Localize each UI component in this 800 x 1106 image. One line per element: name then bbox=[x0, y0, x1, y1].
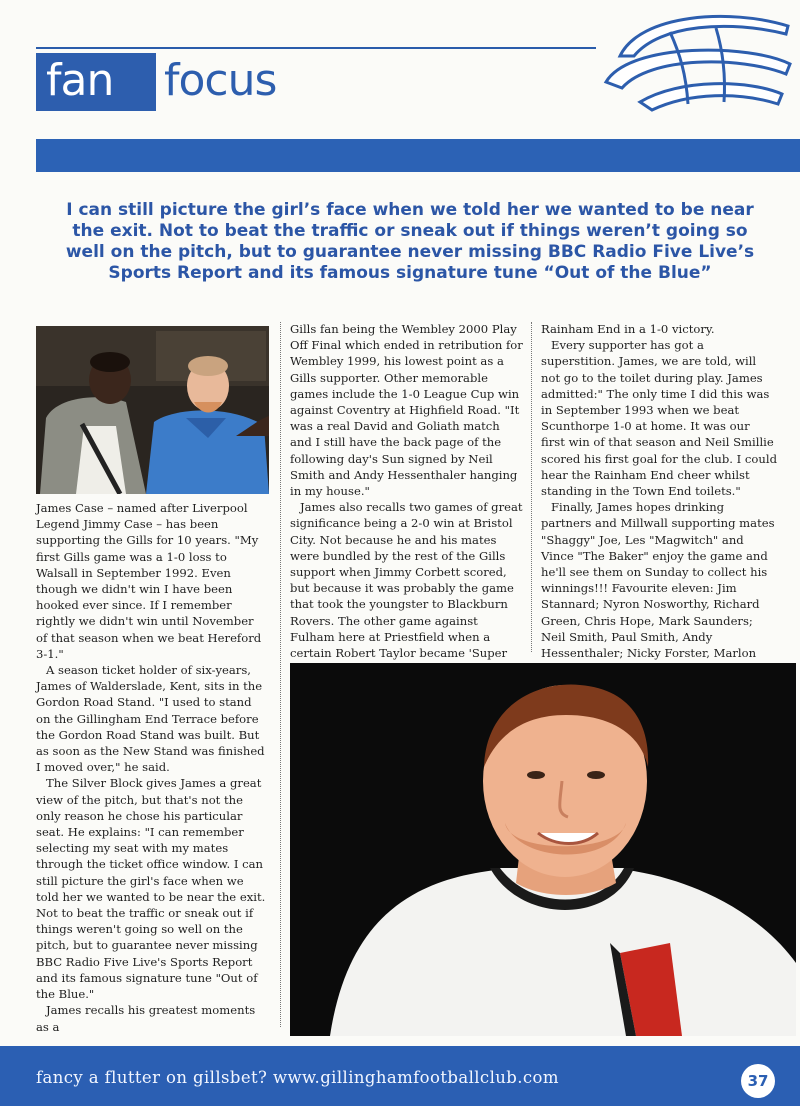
photo-portrait bbox=[290, 663, 796, 1036]
article-column-2 bbox=[290, 321, 524, 677]
paragraph: A season ticket holder of six-years, James of Walderslade, Kent, sits in the Gordon Road Stand. "I used to stand on the Gillingham End Terrace before the Gordon Road Stand was built. But as soon as the New Stand was finished I moved over," he said. bbox=[36, 663, 265, 775]
header-rule bbox=[36, 47, 596, 49]
article-column-3 bbox=[541, 321, 777, 677]
paragraph: James also recalls two games of great significance being a 2-0 win at Bristol City. Not because he and his mates were bundled by the rest of the Gills support when Jimmy Corbett scored, but because it was probably the game that took the youngster to Blackburn Rovers. The other game against Fulham here at Priestfield when a certain Robert Taylor became 'Super bbox=[290, 500, 523, 661]
section-title-focus: focus bbox=[164, 55, 277, 106]
paragraph: Gills fan being the Wembley 2000 Play Off Final which ended in retribution for Wembley 1999, his lowest point as a Gills supporter. Other memorable games include the 1-0 League Cup win against Coventry at Highfield Road. "It was a real David and Goliath match and I still have the back page of the following day's Sun signed by Neil Smith and Andy Hessenthaler hanging in my house." bbox=[290, 322, 523, 499]
photo-fans bbox=[36, 326, 269, 494]
article-column-1 bbox=[36, 500, 268, 1035]
paragraph: James Case – named after Liverpool Legend Jimmy Case – has been supporting the Gills for 10 years. "My first Gills game was a 1-0 loss to Walsall in September 1992. Even though we didn't win I have been hooked ever since. If I remember rightly we didn't win until November of that season when we beat Hereford 3-1." bbox=[36, 501, 262, 661]
paragraph: James recalls his greatest moments as a bbox=[36, 1003, 256, 1034]
gfc-logo bbox=[600, 4, 792, 116]
paragraph: Rainham End in a 1-0 victory. bbox=[541, 322, 715, 336]
page-number-badge: 37 bbox=[741, 1064, 775, 1098]
blue-band bbox=[36, 139, 800, 172]
footer-url-text: fancy a flutter on gillsbet? www.gillinghamfootballclub.com bbox=[36, 1068, 559, 1087]
paragraph: Every supporter has got a superstition. James, we are told, will not go to the toilet during play. James admitted:" The only time I did this was in September 1993 when we beat Scunthorpe 1-0 at home. It was our first win of that season and Neil Smillie scored his first goal for the club. I could hear the Rainham End cheer whilst standing in the Town End toilets." bbox=[541, 338, 777, 499]
column-divider bbox=[280, 322, 281, 1027]
paragraph: The Silver Block gives James a great view of the pitch, but that's not the only reason he chose his particular seat. He explains: "I can remember selecting my seat with my mates through the ticket office window. I can still picture the girl's face when we told her we wanted to be near the exit. Not to beat the traffic or sneak out if things weren't going so well on the pitch, but to guarantee never missing BBC Radio Five Live's Sports Report and its famous signature tune "Out of the Blue." bbox=[36, 776, 266, 1002]
paragraph: Finally, James hopes drinking partners and Millwall supporting mates "Shaggy" Joe, Les "Magwitch" and Vince "The Baker" enjoy the game and he'll see them on Sunday to collect his winnings!!! Favourite eleven: Jim Stannard; Nyron Nosworthy, Richard Green, Chris Hope, Mark Saunders; Neil Smith, Paul Smith, Andy Hessenthaler; Nicky Forster, Marlon bbox=[541, 500, 775, 661]
pull-quote: I can still picture the girl’s face when we told her we wanted to be near the exit. Not to beat the traffic or sneak out if things weren’t going so well on the pitch, but to guarantee never missing BBC Radio Five Live’s Sports Report and its famous signature tune “Out of the Blue” bbox=[65, 200, 755, 283]
column-divider bbox=[531, 322, 532, 652]
section-title-fan: fan bbox=[36, 53, 156, 111]
